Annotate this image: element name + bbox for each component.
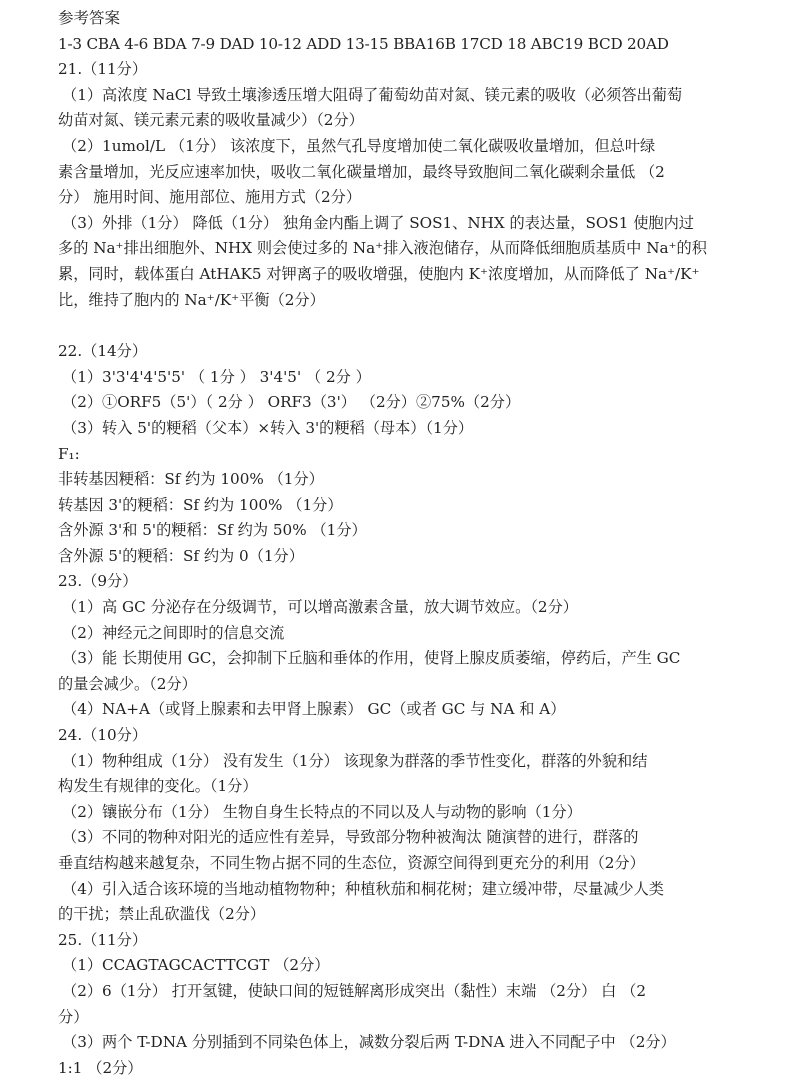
q23-part2: （2）神经元之间即时的信息交流 xyxy=(62,623,285,642)
choice-answers: 1-3 CBA 4-6 BDA 7-9 DAD 10-12 ADD 13-15 BBA16B 17CD 18 ABC19 BCD 20AD xyxy=(58,34,669,53)
q21-part3-line1: （3）外排（1分） 降低（1分） 独角金内酯上调了 SOS1、NHX 的表达量，SOS1 使胞内过 xyxy=(62,213,694,232)
q22-f1-label: F₁: xyxy=(58,444,80,463)
q21-part2-line3: 分） 施用时间、施用部位、施用方式（2分） xyxy=(58,188,362,207)
q22-heading: 22.（14分） xyxy=(58,342,148,361)
q25-part3-line2: 1:1 （2分） xyxy=(58,1058,143,1077)
q22-f1-transgenic-3: 转基因 3'的粳稻：Sf 约为 100% （1分） xyxy=(58,495,343,514)
q21-part2-line2: 素含量增加，光反应速率加快，吸收二氧化碳量增加，最终导致胞间二氧化碳剩余量低 （2 xyxy=(58,162,665,181)
q25-part2-line2: 分） xyxy=(58,1007,89,1026)
q23-part3-line2: 的量会减少。（2分） xyxy=(58,674,197,693)
q23-part3-line1: （3）能 长期使用 GC，会抑制下丘脑和垂体的作用，使肾上腺皮质萎缩，停药后，产生 GC xyxy=(62,649,681,668)
q24-part3-line2: 垂直结构越来越复杂，不同生物占据不同的生态位，资源空间得到更充分的利用（2分） xyxy=(58,854,645,872)
q21-part3-line4: 比，维持了胞内的 Na⁺/K⁺平衡（2分） xyxy=(58,290,325,309)
q22-part3: （3）转入 5'的粳稻（父本）×转入 3'的粳稻（母本）（1分） xyxy=(62,418,474,437)
q24-part1-line1: （1）物种组成（1分） 没有发生（1分） 该现象为群落的季节性变化，群落的外貌和结 xyxy=(62,751,648,770)
q25-part3-line1: （3）两个 T-DNA 分别插到不同染色体上，减数分裂后两 T-DNA 进入不同配子中 （2分） xyxy=(62,1033,676,1052)
q24-part2: （2）镶嵌分布（1分） 生物自身生长特点的不同以及人与动物的影响（1分） xyxy=(62,802,582,821)
q24-part4-line1: （4）引入适合该环境的当地动植物物种；种植秋茄和桐花树；建立缓冲带，尽量减少人类 xyxy=(62,879,664,898)
q21-part2-line1: （2）1umol/L （1分） 该浓度下，虽然气孔导度增加使二氧化碳吸收量增加，但总叶绿 xyxy=(62,136,656,155)
q21-part1-line2: 幼苗对氮、镁元素元素的吸收量减少）（2分） xyxy=(58,111,364,130)
q22-part2: （2）①ORF5（5'）（ 2分 ） ORF3（3'） （2分）②75%（2分） xyxy=(62,393,521,412)
q22-f1-nontransgenic: 非转基因粳稻：Sf 约为 100% （1分） xyxy=(58,470,324,489)
q22-f1-5-only: 含外源 5'的粳稻：Sf 约为 0（1分） xyxy=(58,546,304,565)
q21-part3-line3: 累，同时，载体蛋白 AtHAK5 对钾离子的吸收增强，使胞内 K⁺浓度增加，从而降低了 Na⁺/K⁺ xyxy=(58,264,700,283)
q23-part1: （1）高 GC 分泌存在分级调节，可以增高激素含量，放大调节效应。（2分） xyxy=(62,598,578,617)
q25-part2-line1: （2）6（1分） 打开氢键，使缺口间的短链解离形成突出（黏性）末端 （2分） 白 （2 xyxy=(62,981,646,1000)
q24-part4-line2: 的干扰；禁止乱砍滥伐（2分） xyxy=(58,905,266,924)
q22-part1: （1）3'3'4'4'5'5' （ 1分 ） 3'4'5' （ 2分 ） xyxy=(62,367,371,386)
q24-part1-line2: 构发生有规律的变化。（1分） xyxy=(58,777,258,796)
q24-part3-line1: （3）不同的物种对阳光的适应性有差异，导致部分物种被淘汰 随演替的进行，群落的 xyxy=(62,828,639,847)
q25-part1: （1）CCAGTAGCACTTCGT （2分） xyxy=(62,956,330,975)
q21-heading: 21.（11分） xyxy=(58,60,148,79)
q21-part3-line2: 多的 Na⁺排出细胞外、NHX 则会使过多的 Na⁺排入液泡储存，从而降低细胞质基质中 Na⁺的积 xyxy=(58,239,707,258)
page-title: 参考答案 xyxy=(58,9,121,27)
q23-part4: （4）NA+A（或肾上腺素和去甲肾上腺素） GC（或者 GC 与 NA 和 A） xyxy=(62,700,566,719)
q23-heading: 23.（9分） xyxy=(58,572,138,591)
q24-heading: 24.（10分） xyxy=(58,726,148,745)
q22-f1-3-and-5: 含外源 3'和 5'的粳稻：Sf 约为 50% （1分） xyxy=(58,521,367,540)
q25-heading: 25.（11分） xyxy=(58,930,148,949)
q21-part1-line1: （1）高浓度 NaCl 导致土壤渗透压增大阻碍了葡萄幼苗对氮、镁元素的吸收（必须答出葡萄 xyxy=(62,85,683,104)
section-spacer xyxy=(58,313,770,339)
